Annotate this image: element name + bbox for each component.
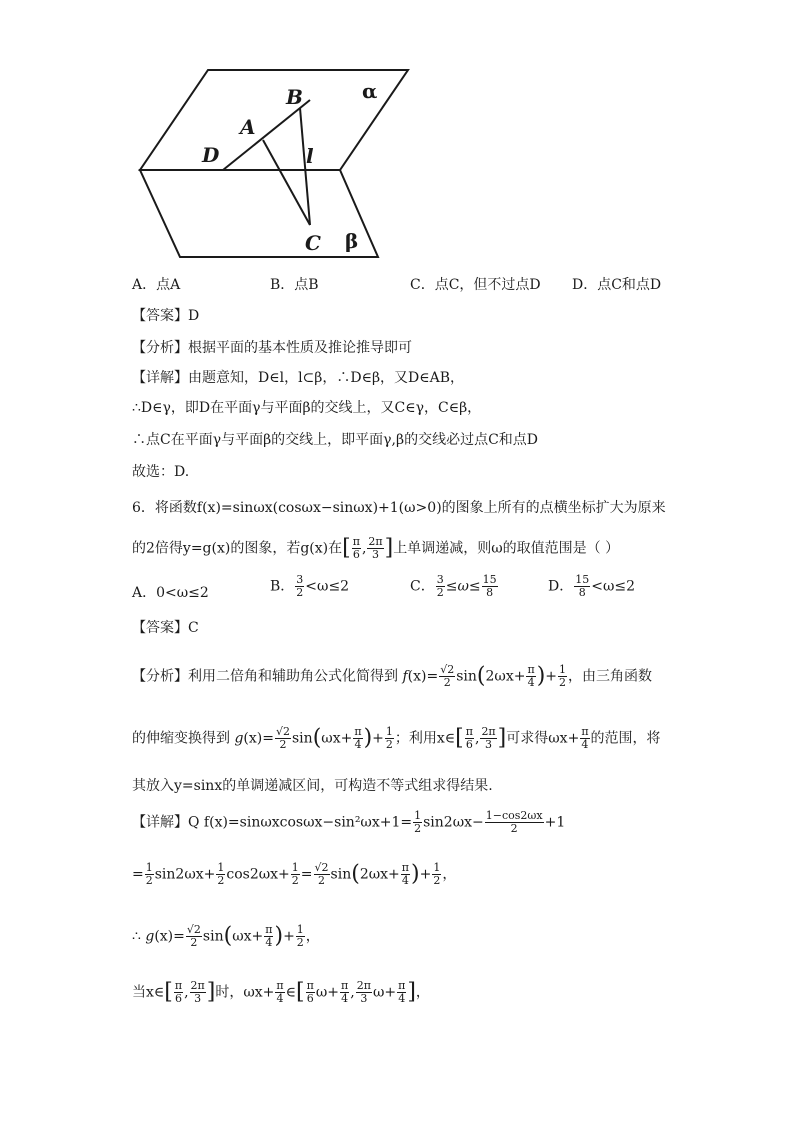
q6-answer: 【答案】C xyxy=(132,620,199,636)
detail-text: 由题意知，D∈l，l⊂β，∴D∈β，又D∈AB， xyxy=(188,370,465,386)
q5-option-a: A．点A xyxy=(132,277,181,293)
segment-DB xyxy=(223,100,310,170)
q6-detail-4: 当x∈[ $\frac{\pi}{6}$ , $\frac{2\pi}{3}$ ]时，ωx+ $\frac{\pi}{4}$ ∈[ $\frac{\pi}{6}$ ω+ $\frac{\pi}{4}$ , $\frac{2\pi}{3}$ ω+ $\frac{\pi}{4}$ ]， xyxy=(132,979,430,1005)
label-A: A xyxy=(240,115,256,139)
q6-option-d: D． $\frac{15}{8}$ <ω≤2 xyxy=(548,573,636,599)
analysis-text: 根据平面的基本性质及推论推导即可 xyxy=(188,340,412,356)
q5-option-d: D．点C和点D xyxy=(572,277,662,293)
q6-analysis-3: 其放入y=sinx的单调递减区间，可构造不等式组求得结果. xyxy=(132,778,493,794)
label-alpha: α xyxy=(362,79,378,103)
q5-option-c: C．点C，但不过点D xyxy=(410,277,541,293)
label-B: B xyxy=(286,85,303,109)
answer-value: D xyxy=(188,308,200,324)
q5-answer xyxy=(132,306,199,326)
q6-detail-2: = $\frac{1}{2}$ sin2ωx+ $\frac{1}{2}$ cos2ωx+ $\frac{1}{2}$ = $\frac{√2}{2}$ sin(2ωx+ $\frac{\pi}{4}$ )+ $\frac{1}{2}$ ， xyxy=(132,861,457,887)
geometry-figure xyxy=(0,0,794,270)
q5-detail-1 xyxy=(132,368,464,388)
q6-analysis-1: 【分析】利用二倍角和辅助角公式化简得到 f(x)= $\frac{√2}{2}$ sin(2ωx+ $\frac{\pi}{4}$ )+ $\frac{1}{2}$ ，由三角函数 xyxy=(132,663,653,689)
label-D: D xyxy=(202,143,220,167)
q5-detail-2: ∴D∈γ，即D在平面γ与平面β的交线上，又C∈γ，C∈β， xyxy=(132,400,482,416)
q5-analysis xyxy=(132,338,412,358)
q6-detail-1: 【详解】Q f(x)=sinωxcosωx−sin²ωx+1= $\frac{1}{2}$ sin2ωx− $\frac{1-\cos 2\omega x}{2}$ +1 xyxy=(132,809,566,835)
detail-tag: 【详解】 xyxy=(132,370,188,386)
q6-analysis-2: 的伸缩变换得到 g(x)= $\frac{√2}{2}$ sin(ωx+ $\frac{\pi}{4}$ )+ $\frac{1}{2}$ ；利用x∈[ $\frac{\pi}{6}$ , $\frac{2\pi}{3}$ ]可求得ωx+ $\frac{\pi}{4}$ 的范围，将 xyxy=(132,725,661,751)
plane-beta xyxy=(140,170,378,257)
answer-tag: 【答案】 xyxy=(132,308,188,324)
stem-part-a: 的2倍得y=g(x)的图象，若g(x)在 xyxy=(132,540,343,557)
q6-option-a: A．0<ω≤2 xyxy=(132,585,209,601)
q6-detail-3: ∴ g(x)= $\frac{√2}{2}$ sin(ωx+ $\frac{\pi}{4}$ )+ $\frac{1}{2}$ ， xyxy=(132,923,320,949)
q5-detail-3: ∴点C在平面γ与平面β的交线上，即平面γ,β的交线必过点C和点D xyxy=(132,432,539,448)
analysis-tag: 【分析】 xyxy=(132,340,188,356)
q5-conclusion: 故选：D. xyxy=(132,464,190,480)
label-beta: β xyxy=(345,229,359,253)
stem-part-b: 上单调递减，则ω的取值范围是（ ） xyxy=(393,540,620,557)
q5-option-b: B．点B xyxy=(270,277,319,293)
q6-option-b: B． $\frac{3}{2}$ <ω≤2 xyxy=(270,573,350,599)
q6-stem-1: 6．将函数f(x)=sinωx(cosωx−sinωx)+1(ω>0)的图象上所有的点横坐标扩大为原来 xyxy=(132,500,666,516)
q6-stem-2: 的2倍得y=g(x)的图象，若g(x)在[ $\frac{\pi}{6}$ , $\frac{2\pi}{3}$ ]上单调递减，则ω的取值范围是（ ） xyxy=(132,535,620,561)
q6-option-c: C． $\frac{3}{2}$ ≤ω≤ $\frac{15}{8}$ xyxy=(410,573,497,599)
label-l: l xyxy=(306,144,314,168)
label-C: C xyxy=(305,231,321,255)
